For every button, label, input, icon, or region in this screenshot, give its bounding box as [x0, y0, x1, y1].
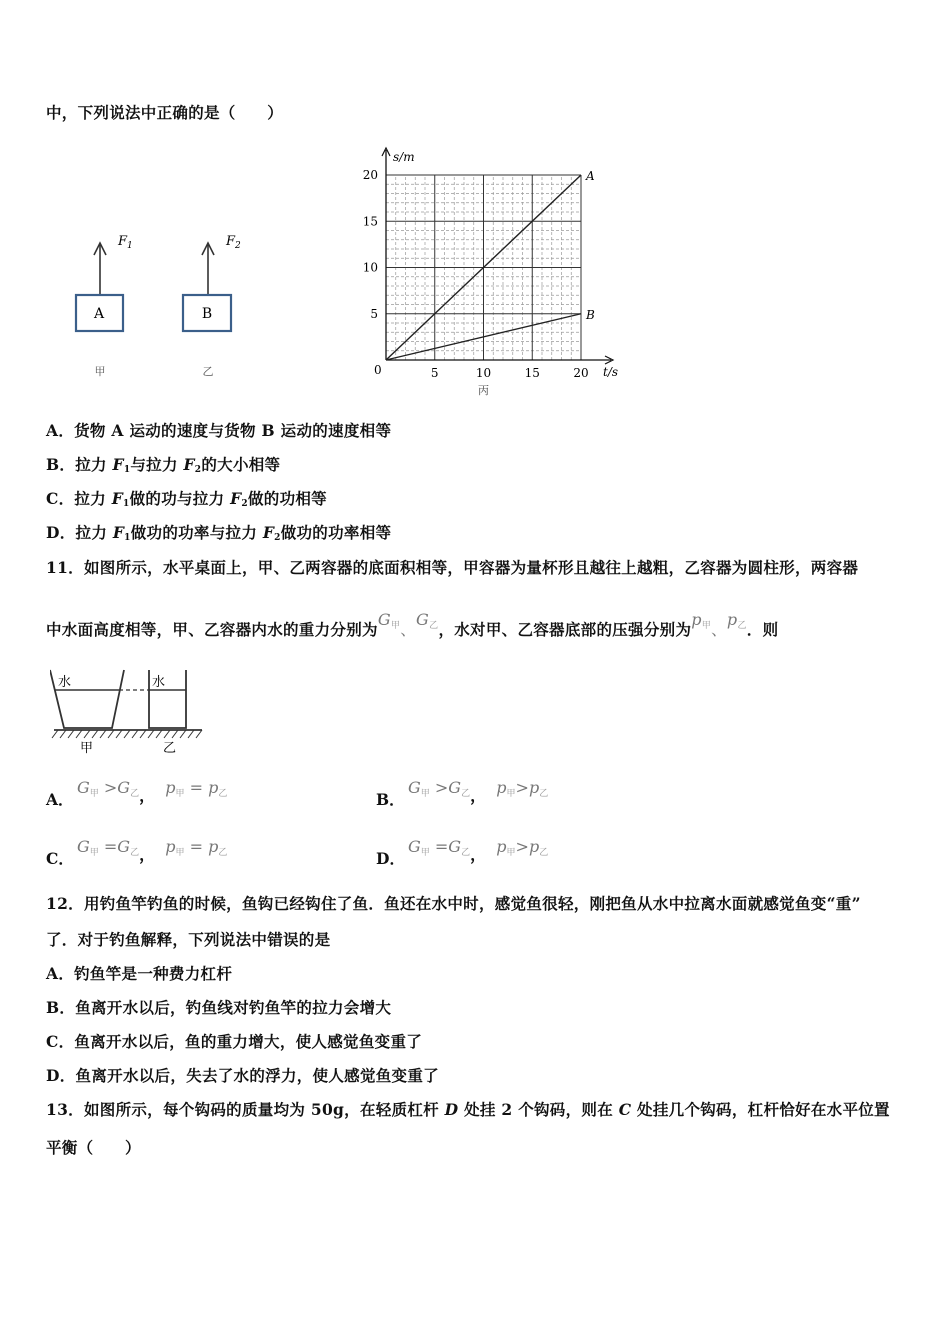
series-label-b: B — [586, 307, 595, 322]
y-tick-label: 15 — [362, 214, 378, 229]
fig-jia-label: 甲 — [94, 365, 106, 378]
q11-option-a-formula: $G_甲 >G_乙$， $p_甲 = p_乙$ — [77, 778, 228, 805]
force-figure — [60, 225, 280, 385]
y-tick-label: 10 — [362, 260, 378, 275]
st-graph — [350, 145, 640, 405]
series-label-a: A — [586, 169, 595, 183]
force-f1-label: $F_1$ — [118, 234, 133, 251]
q10-option-b: B．拉力 $F_1$与拉力 $F_2$的大小相等 — [46, 455, 281, 475]
y-tick-label: 20 — [362, 168, 378, 182]
water-label-yi: 水 — [152, 675, 166, 690]
chart-title: 丙 — [478, 384, 489, 397]
q11-option-c-formula: $G_甲 =G_乙$， $p_甲 = p_乙$ — [77, 837, 228, 864]
x-tick-label: 15 — [524, 366, 540, 380]
table-hatching — [52, 730, 202, 738]
q12-option-c: C．鱼离开水以后，鱼的重力增大，使人感觉鱼变重了 — [46, 1032, 423, 1051]
q11-option-d-letter: D． — [376, 849, 405, 868]
q11-option-b-letter: B． — [376, 790, 405, 809]
q11-option-c-letter: C． — [46, 849, 74, 868]
q10-option-a: A．货物 A 运动的速度与货物 B 运动的速度相等 — [46, 421, 392, 440]
q12-option-a: A．钓鱼竿是一种费力杠杆 — [46, 964, 233, 983]
q12-line1: 12．用钓鱼竿钓鱼的时候，鱼钩已经钩住了鱼．鱼还在水中时，感觉鱼很轻，刚把鱼从水中拉离水面就感觉鱼变“重” — [46, 894, 861, 913]
container-yi-label: 乙 — [163, 741, 177, 756]
fig-yi-label: 乙 — [202, 365, 214, 378]
force-f2-label: $F_2$ — [226, 234, 241, 251]
question-intro: 中，下列说法中正确的是（ ） — [46, 103, 284, 122]
x-tick-label: 10 — [475, 366, 492, 380]
q11-option-a-letter: A． — [46, 790, 74, 809]
q12-line2: 了．对于钓鱼解释，下列说法中错误的是 — [46, 930, 331, 949]
q13-line1: 13．如图所示，每个钩码的质量均为 50g，在轻质杠杆 D 处挂 2 个钩码，则在 C 处挂几个钩码，杠杆恰好在水平位置 — [46, 1100, 890, 1119]
x-tick-label: 20 — [573, 366, 589, 380]
q11-option-d-formula: $G_甲 =G_乙$， $p_甲>p_乙$ — [408, 837, 549, 864]
y-tick-label: 5 — [370, 306, 378, 321]
containers-figure — [50, 668, 210, 758]
q11-line1: 11．如图所示，水平桌面上，甲、乙两容器的底面积相等，甲容器为量杯形且越往上越粗，乙容器为圆柱形，两容器 — [46, 558, 859, 577]
origin-label: 0 — [374, 363, 382, 377]
q13-line2: 平衡（ ） — [46, 1138, 141, 1157]
q10-option-c: C．拉力 $F_1$做的功与拉力 $F_2$做的功相等 — [46, 489, 327, 509]
q12-option-d: D．鱼离开水以后，失去了水的浮力，使人感觉鱼变重了 — [46, 1066, 439, 1085]
y-axis-label: s/m — [393, 150, 415, 164]
box-a-label: A — [93, 306, 105, 322]
x-tick-label: 5 — [430, 366, 439, 380]
q12-option-b: B．鱼离开水以后，钓鱼线对钓鱼竿的拉力会增大 — [46, 998, 392, 1017]
q11-line2: 中水面高度相等，甲、乙容器内水的重力分别为$G_甲$、$G_乙$，水对甲、乙容器底部的压强分别为$p_甲$、$p_乙$．则 — [46, 610, 779, 639]
x-axis-label: t/s — [603, 365, 619, 379]
box-b-label: B — [201, 306, 213, 322]
q10-option-d: D．拉力 $F_1$做功的功率与拉力 $F_2$做功的功率相等 — [46, 523, 392, 543]
water-label-jia: 水 — [58, 675, 72, 690]
container-jia-label: 甲 — [80, 741, 94, 756]
q11-option-b-formula: $G_甲 >G_乙$， $p_甲>p_乙$ — [408, 778, 549, 805]
